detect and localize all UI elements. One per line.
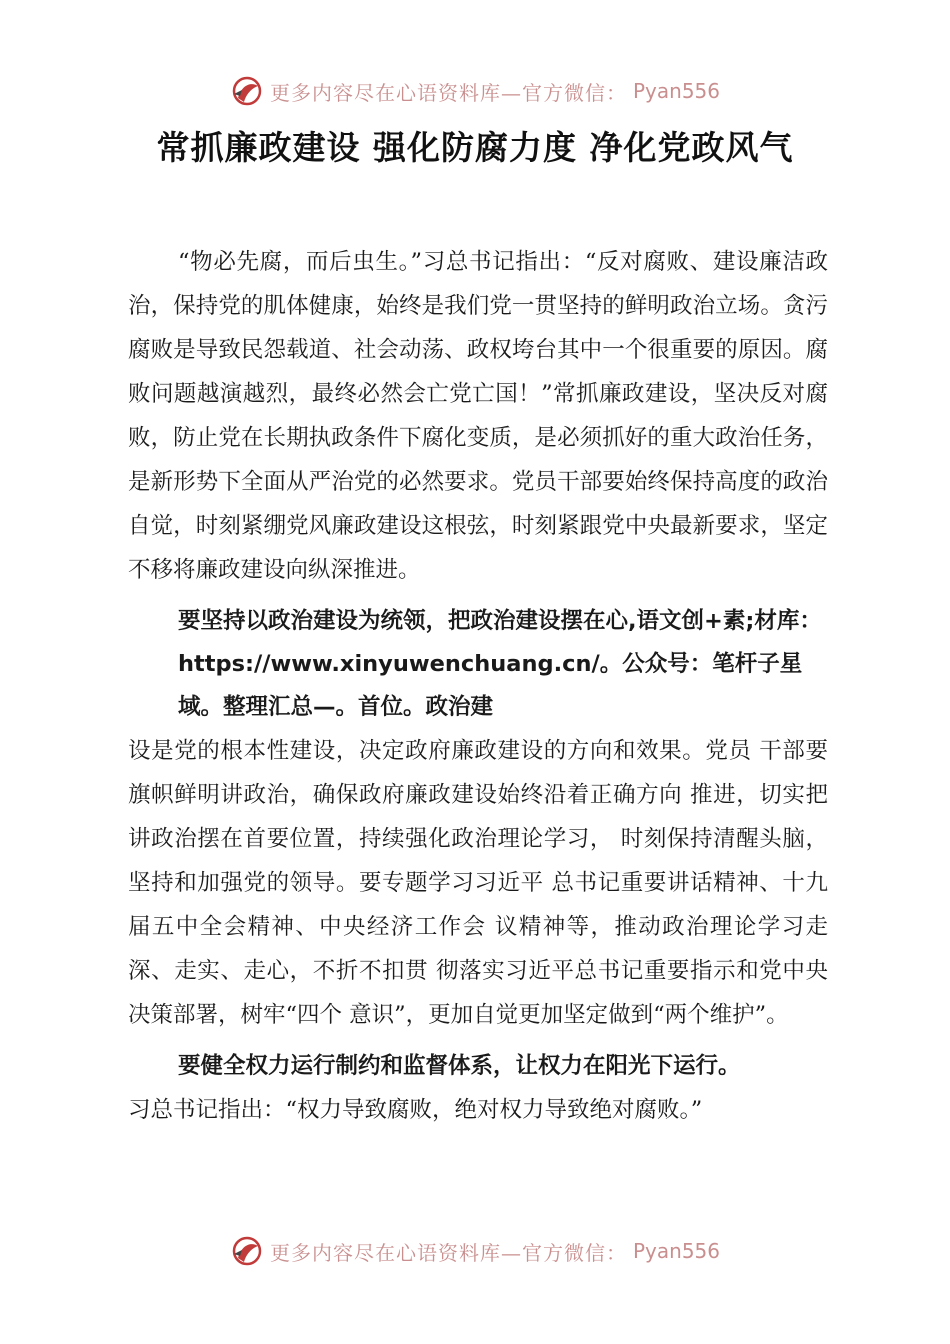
watermark-header [0,74,950,108]
logo-icon [230,1234,264,1268]
watermark-text: 更多内容尽在心语资料库—官方微信： [269,80,627,105]
paragraph-political-building: 设是党的根本性建设，决定政府廉政建设的方向和效果。党员 干部要旗帜鲜明讲政治，确保政府廉政建设始终沿着正确方向 推进，切实把讲政治摆在首要位置，持续强化政治理论学习， 时刻保持清醒头脑，坚持和加强党的领导。要专题学习习近平 总书记重要讲话精神、十九届五中全会精神、中央经济工作会 议精神等，推动政治理论学习走深、走实、走心，不折不扣贯 彻落实习近平总书记重要指示和党中央决策部署，树牢“四个 意识”，更加自觉更加坚定做到“两个维护”。 [128,738,828,1028]
watermark-text: 更多内容尽在心语资料库—官方微信： [269,1240,627,1265]
section-lead-power-supervision: 要健全权力运行制约和监督体系，让权力在阳光下运行。 [178,1053,741,1079]
watermark-footer [0,1234,950,1268]
paragraph-power-supervision: 习总书记指出：“权力导致腐败，绝对权力导致绝对腐败。” [128,1097,703,1123]
document-title: 常抓廉政建设 强化防腐力度 净化党政风气 [156,128,794,167]
watermark-wechat-id: Pyan556 [632,1239,720,1263]
watermark-wechat-id: Pyan556 [632,79,720,103]
paragraph-intro: “物必先腐，而后虫生。”习总书记指出：“反对腐败、建设廉洁政治，保持党的肌体健康，始终是我们党一贯坚持的鲜明政治立场。贪污腐败是导致民怨载道、社会动荡、政权垮台其中一个很重要的原因。腐败问题越演越烈，最终必然会亡党亡国！”常抓廉政建设，坚决反对腐败，防止党在长期执政条件下腐化变质，是必须抓好的重大政治任务，是新形势下全面从严治党的必然要求。党员干部要始终保持高度的政治自觉，时刻紧绷党风廉政建设这根弦，时刻紧跟党中央最新要求，坚定不移将廉政建设向纵深推进。 [128,249,828,583]
logo-icon [230,74,264,108]
section-lead-political-building: 要坚持以政治建设为统领，把政治建设摆在心,语文创+素;材库：https://www.xinyuwenchuang.cn/。公众号：笔杆子星域。整理汇总—。首位。政治建 [178,608,822,720]
document-body [128,240,828,1132]
